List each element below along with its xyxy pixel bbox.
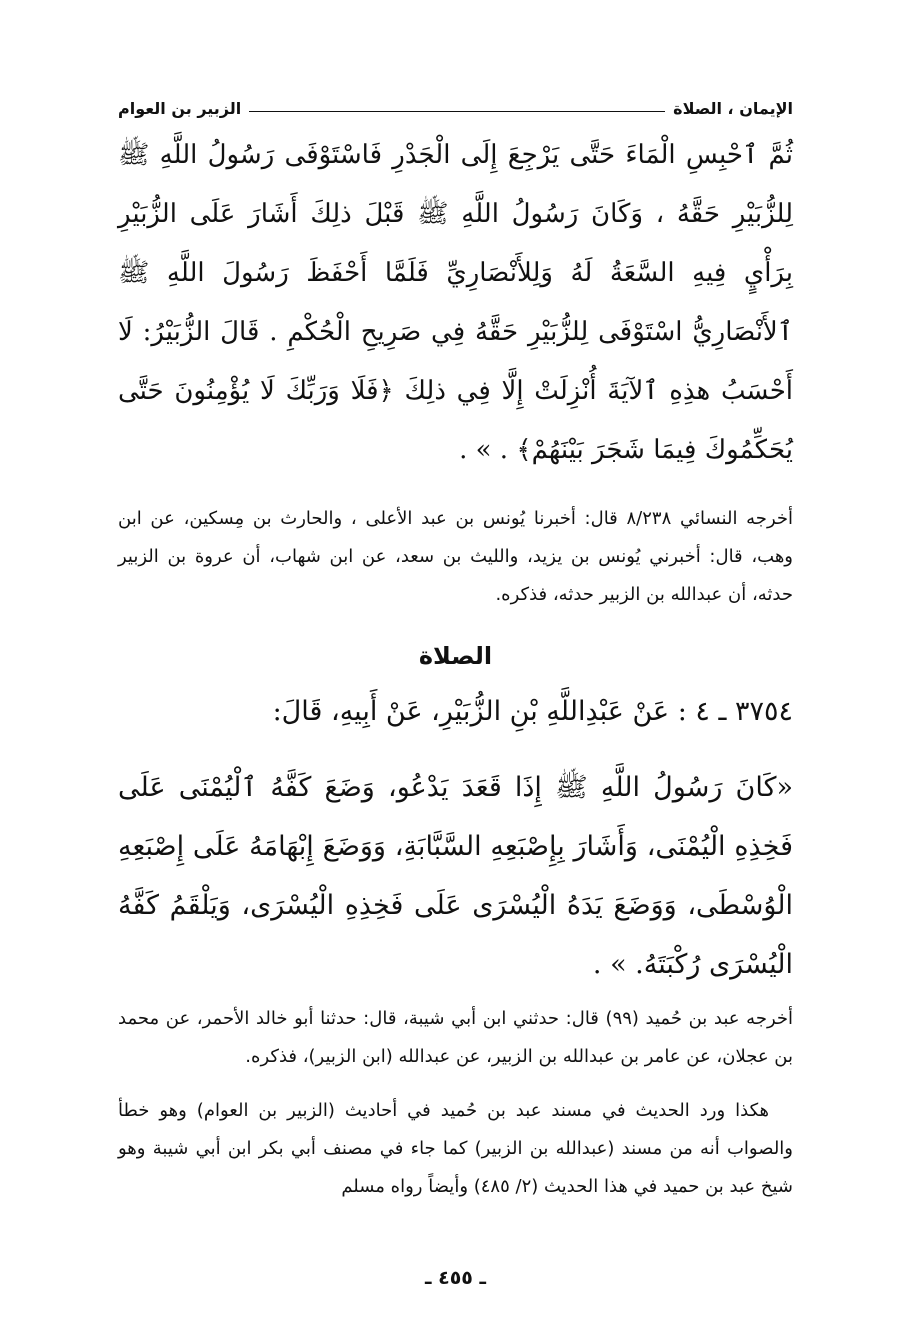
hadith-takhrij: أخرجه عبد بن حُميد (٩٩) قال: حدثني ابن أبي شيبة، قال: حدثنا أبو خالد الأحمر، عن محمد بن عجلان، عن عامر بن عبدالله بن الزبير، عن عبدالله (ابن الزبير)، فذكره. <box>118 1008 793 1067</box>
editor-note: هكذا ورد الحديث في مسند عبد بن حُميد في أحاديث (الزبير بن العوام) وهو خطأ والصواب أنه من مسند (عبدالله بن الزبير) كما جاء في مصنف أبي بكر ابن أبي شيبة وهو شيخ عبد بن حميد في هذا الحديث (٢/ ٤٨٥) وأيضاً رواه مسلم <box>118 1100 793 1197</box>
header-musnad: الزبير بن العوام <box>118 99 242 118</box>
header-chapter: الإيمان ، الصلاة <box>673 99 793 118</box>
page-number: ـ ٤٥٥ ـ <box>424 1267 486 1289</box>
previous-takhrij: أخرجه النسائي ٨/٢٣٨ قال: أخبرنا يُونس بن عبد الأعلى ، والحارث بن مِسكين، عن ابن وهب، قال: أخبرني يُونس بن يزيد، والليث بن سعد، عن ابن شهاب، أن عروة بن الزبير حدثه، أن عبدالله بن الزبير حدثه، فذكره. <box>118 508 793 605</box>
previous-hadith-text: ثُمَّ ٱحْبِسِ الْمَاءَ حَتَّى يَرْجِعَ إِلَى الْجَدْرِ فَاسْتَوْفَى رَسُولُ اللَّهِ ﷺ لِلزُّبَيْرِ حَقَّهُ ، وَكَانَ رَسُولُ اللَّهِ ﷺ قَبْلَ ذلِكَ أَشَارَ عَلَى الزُّبَيْرِ بِرَأْيٍ فِيهِ السَّعَةُ لَهُ وَلِلأَنْصَارِيِّ فَلَمَّا أَحْفَظَ رَسُولَ اللَّهِ ﷺ ٱلأَنْصَارِيُّ اسْتَوْفَى لِلزُّبَيْرِ حَقَّهُ فِي صَرِيحِ الْحُكْمِ . قَالَ الزُّبَيْرُ: لَا أَحْسَبُ هذِهِ ٱلآيَةَ أُنْزِلَتْ إِلَّا فِي ذلِكَ ﴿فَلَا وَرَبِّكَ لَا يُؤْمِنُونَ حَتَّى يُحَكِّمُوكَ فِيمَا شَجَرَ بَيْنَهُمْ﴾ . » . <box>118 140 793 465</box>
section-title: الصلاة <box>418 642 493 670</box>
header-rule <box>249 111 665 112</box>
hadith-text: «كَانَ رَسُولُ اللَّهِ ﷺ إِذَا قَعَدَ يَدْعُو، وَضَعَ كَفَّهُ ٱلْيُمْنَى عَلَى فَخِذِهِ الْيُمْنَى، وَأَشَارَ بِإِصْبَعِهِ السَّبَّابَةِ، وَوَضَعَ إِبْهَامَهُ عَلَى إِصْبَعِهِ الْوُسْطَى، وَوَضَعَ يَدَهُ الْيُسْرَى عَلَى فَخِذِهِ الْيُسْرَى، وَيَلْقَمُ كَفَّهُ الْيُسْرَى رُكْبَتَهُ. » . <box>118 772 793 980</box>
running-header <box>118 92 793 118</box>
book-page <box>118 92 793 1292</box>
hadith-heading: ٣٧٥٤ ـ ٤ : عَنْ عَبْدِاللَّهِ بْنِ الزُّبَيْرِ، عَنْ أَبِيهِ، قَالَ: <box>272 696 793 727</box>
